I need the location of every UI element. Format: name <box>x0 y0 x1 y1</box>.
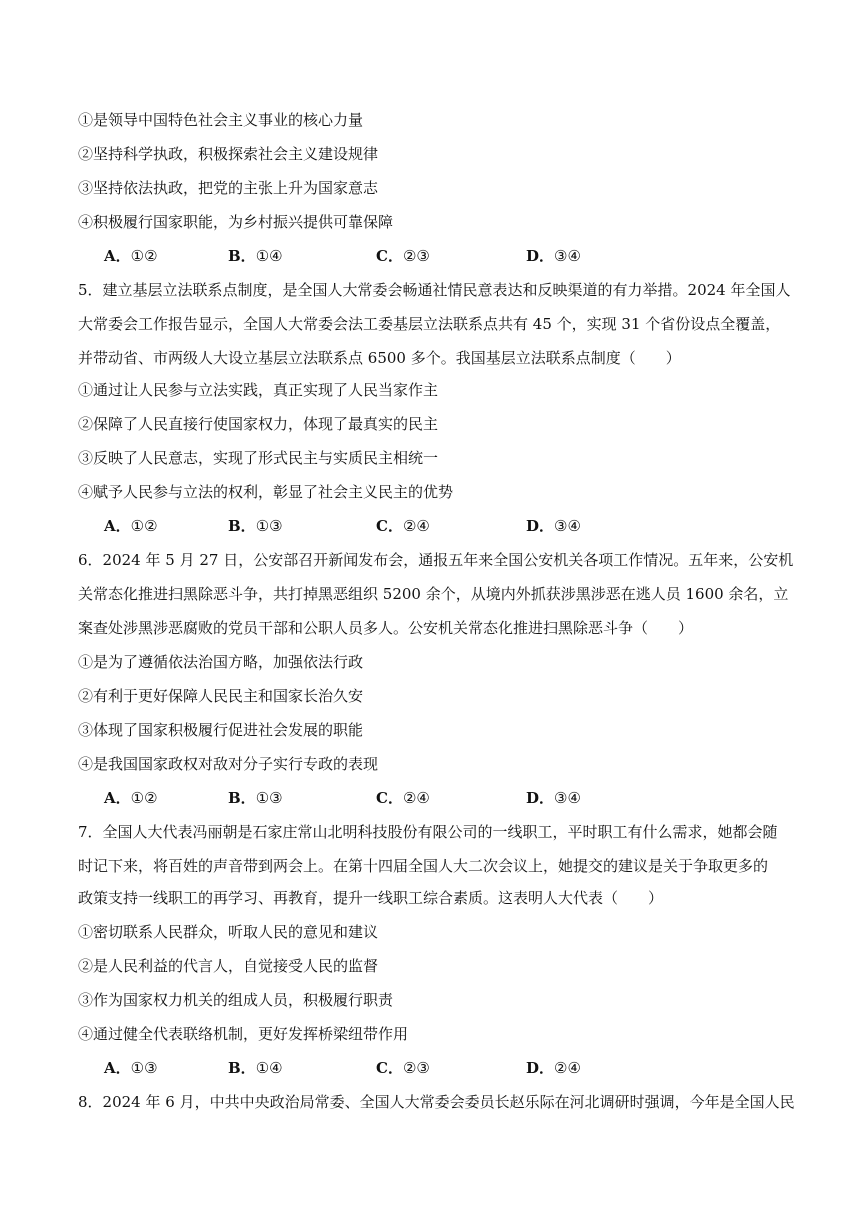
q4-statement-2: ②坚持科学执政，积极探索社会主义建设规律 <box>78 145 379 163</box>
q7-stem-line-1: 7．全国人大代表冯丽朝是石家庄常山北明科技股份有限公司的一线职工，平时职工有什么需求，她都会随 <box>78 823 778 841</box>
q6-statement-1: ①是为了遵循依法治国方略，加强依法行政 <box>78 653 364 671</box>
q8-stem-line-1: 8．2024 年 6 月，中共中央政治局常委、全国人大常委会委员长赵乐际在河北调研时强调，今年是全国人民 <box>78 1093 795 1111</box>
q5-option-d[interactable]: D．③④ <box>526 517 581 535</box>
q7-option-a[interactable]: A．①③ <box>104 1059 158 1077</box>
q6-option-b[interactable]: B．①③ <box>228 789 283 807</box>
q5-option-c[interactable]: C．②④ <box>376 517 430 535</box>
q7-option-b[interactable]: B．①④ <box>228 1059 283 1077</box>
q7-stem-line-3: 政策支持一线职工的再学习、再教育，提升一线职工综合素质。这表明人大代表（ ） <box>78 889 664 907</box>
q6-option-c[interactable]: C．②④ <box>376 789 430 807</box>
q6-statement-4: ④是我国国家政权对敌对分子实行专政的表现 <box>78 755 379 773</box>
q5-stem-line-2: 大常委会工作报告显示，全国人大常委会法工委基层立法联系点共有 45 个，实现 31 个省份设点全覆盖， <box>78 315 781 333</box>
q4-statement-4: ④积极履行国家职能，为乡村振兴提供可靠保障 <box>78 213 394 231</box>
q5-statement-2: ②保障了人民直接行使国家权力，体现了最真实的民主 <box>78 415 439 433</box>
q7-option-c[interactable]: C．②③ <box>376 1059 430 1077</box>
q5-option-b[interactable]: B．①③ <box>228 517 283 535</box>
q6-statement-2: ②有利于更好保障人民民主和国家长治久安 <box>78 687 364 705</box>
q6-option-a[interactable]: A．①② <box>104 789 158 807</box>
q4-statement-3: ③坚持依法执政，把党的主张上升为国家意志 <box>78 179 379 197</box>
q7-statement-4: ④通过健全代表联络机制，更好发挥桥梁纽带作用 <box>78 1025 409 1043</box>
q6-stem-line-1: 6．2024 年 5 月 27 日，公安部召开新闻发布会，通报五年来全国公安机关各项工作情况。五年来，公安机 <box>78 551 794 569</box>
q4-option-a[interactable]: A．①② <box>104 247 158 265</box>
q6-statement-3: ③体现了国家积极履行促进社会发展的职能 <box>78 721 364 739</box>
q7-statement-1: ①密切联系人民群众，听取人民的意见和建议 <box>78 923 379 941</box>
q5-option-a[interactable]: A．①② <box>104 517 158 535</box>
q6-stem-line-2: 关常态化推进扫黑除恶斗争，共打掉黑恶组织 5200 余个，从境内外抓获涉黑涉恶在逃人员 1600 余名，立 <box>78 585 789 603</box>
q7-statement-2: ②是人民利益的代言人，自觉接受人民的监督 <box>78 957 379 975</box>
q4-option-b[interactable]: B．①④ <box>228 247 283 265</box>
q5-stem-line-1: 5．建立基层立法联系点制度，是全国人大常委会畅通社情民意表达和反映渠道的有力举措。2024 年全国人 <box>78 281 791 299</box>
q4-option-c[interactable]: C．②③ <box>376 247 430 265</box>
q6-stem-line-3: 案查处涉黑涉恶腐败的党员干部和公职人员多人。公安机关常态化推进扫黑除恶斗争（ ） <box>78 619 694 637</box>
q6-option-d[interactable]: D．③④ <box>526 789 581 807</box>
q5-statement-3: ③反映了人民意志，实现了形式民主与实质民主相统一 <box>78 449 439 467</box>
q7-option-d[interactable]: D．②④ <box>526 1059 581 1077</box>
q4-statement-1: ①是领导中国特色社会主义事业的核心力量 <box>78 111 364 129</box>
q4-option-d[interactable]: D．③④ <box>526 247 581 265</box>
q7-stem-line-2: 时记下来，将百姓的声音带到两会上。在第十四届全国人大二次会议上，她提交的建议是关于争取更多的 <box>78 857 769 875</box>
q5-stem-line-3: 并带动省、市两级人大设立基层立法联系点 6500 多个。我国基层立法联系点制度（ ） <box>78 349 681 367</box>
q5-statement-4: ④赋予人民参与立法的权利，彰显了社会主义民主的优势 <box>78 483 454 501</box>
q7-statement-3: ③作为国家权力机关的组成人员，积极履行职责 <box>78 991 394 1009</box>
q5-statement-1: ①通过让人民参与立法实践，真正实现了人民当家作主 <box>78 381 439 399</box>
